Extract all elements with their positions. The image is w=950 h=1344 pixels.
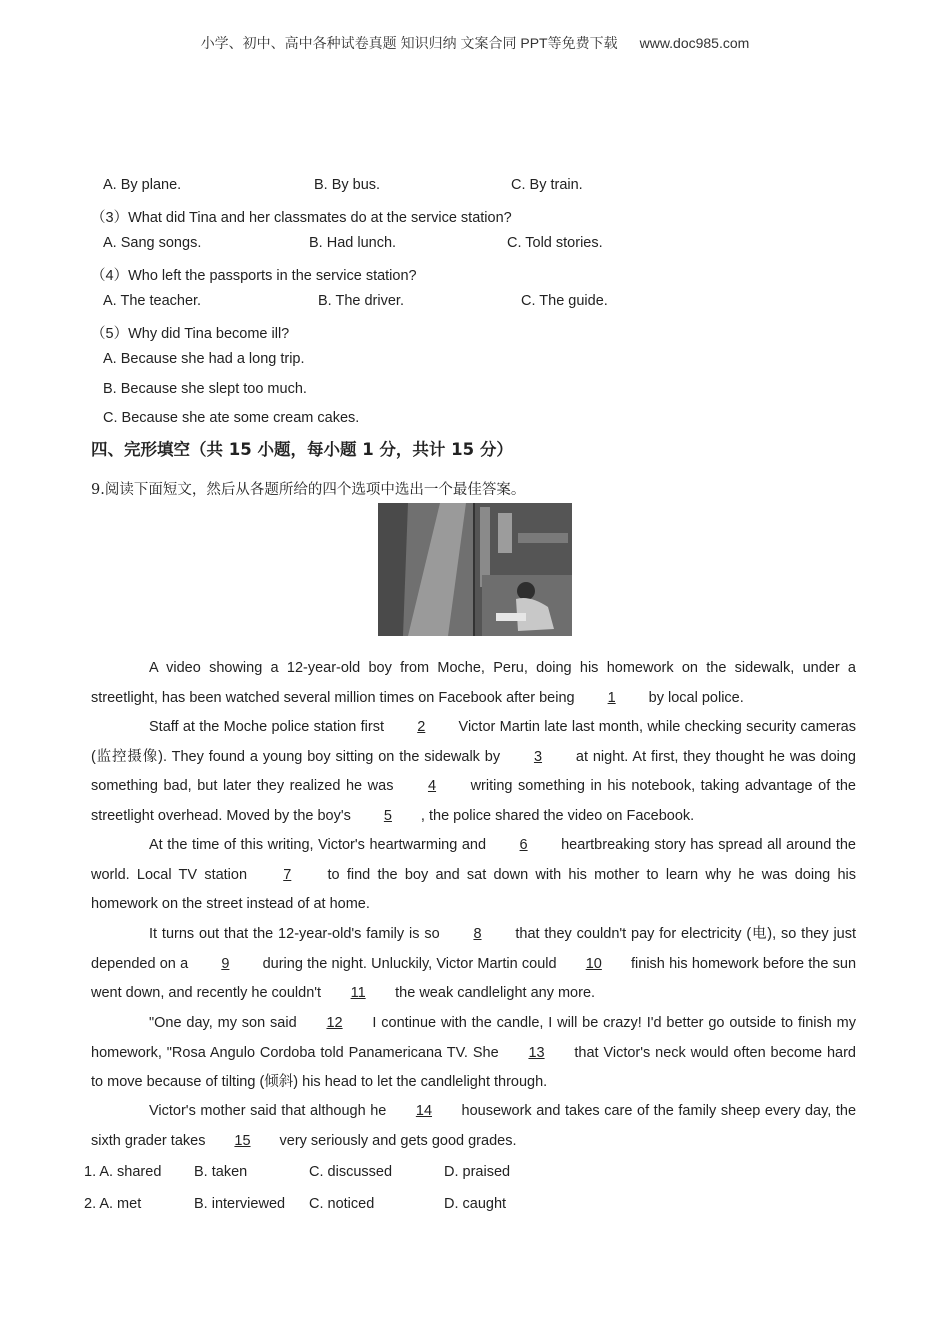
answer-1-option-c: C. discussed (309, 1164, 393, 1180)
blank-5[interactable]: 5 (383, 808, 392, 825)
q4-option-b: B. The driver. (318, 293, 404, 309)
blank-14[interactable]: 14 (415, 1103, 433, 1119)
passage-paragraph-2: Staff at the Moche police station first 2 Victor Martin late last month, while checking security cameras (监控摄像). They found a young boy sitting on the sidewalk by 3 at night. At first, they thought he was doing something bad, but later they realized he was 4 writing something in his notebook, taking advantage of the streetlight overhead. Moved by the boy's 5 , the police shared the video on Facebook. (91, 713, 856, 832)
passage-paragraph-1: A video showing a 12-year-old boy from Moche, Peru, doing his homework on the sidewalk, under a streetlight, has been watched several million times on Facebook after being 1 by local police. (91, 654, 856, 713)
blank-13[interactable]: 13 (528, 1044, 545, 1061)
blank-8[interactable]: 8 (473, 926, 482, 942)
header-url[interactable]: www.doc985.com (639, 35, 750, 51)
blank-3[interactable]: 3 (533, 748, 543, 765)
answer-1-option-b: B. taken (194, 1164, 248, 1180)
page-header (0, 33, 950, 53)
passage-paragraph-3: At the time of this writing, Victor's heartwarming and 6 heartbreaking story has spread all around the world. Local TV station 7 to find the boy and sat down with his mother to learn why he was doing his homework on the street instead of at home. (91, 831, 856, 920)
answer-2-option-c: C. noticed (309, 1196, 375, 1212)
q3-option-a: A. Sang songs. (103, 235, 202, 251)
blank-9[interactable]: 9 (221, 955, 230, 972)
q5-question: （5）Why did Tina become ill? (91, 326, 290, 342)
blank-12[interactable]: 12 (326, 1015, 343, 1031)
q5-option-c: C. Because she ate some cream cakes. (103, 410, 360, 426)
answer-2-option-b: B. interviewed (194, 1196, 286, 1212)
answer-2-option-d: D. caught (444, 1196, 507, 1212)
blank-2[interactable]: 2 (417, 719, 426, 735)
photo-illustration (378, 503, 572, 636)
q2-option-c: C. By train. (511, 177, 583, 193)
blank-7[interactable]: 7 (283, 866, 292, 883)
passage-paragraph-4: It turns out that the 12-year-old's family is so 8 that they couldn't pay for electricity (电), so they just depended on a 9 during the night. Unluckily, Victor Martin could 10 finish his homework before the sun went down, and recently he couldn't 11 the weak candlelight any more. (91, 920, 856, 1009)
answer-1-option-a: 1. A. shared (84, 1164, 162, 1180)
streetlight-photo (378, 503, 572, 636)
q2-option-a: A. By plane. (103, 177, 182, 193)
q5-option-a: A. Because she had a long trip. (103, 351, 305, 367)
blank-6[interactable]: 6 (519, 837, 528, 853)
answer-2-option-a: 2. A. met (84, 1196, 142, 1212)
blank-1[interactable]: 1 (607, 689, 616, 706)
passage-paragraph-6: Victor's mother said that although he 14 housework and takes care of the family sheep every day, the sixth grader takes 15 very seriously and gets good grades. (91, 1097, 856, 1156)
header-text: 小学、初中、高中各种试卷真题 知识归纳 文案合同 PPT等免费下载 (200, 35, 618, 51)
cloze-instructions: 9.阅读下面短文，然后从各题所给的四个选项中选出一个最佳答案。 (91, 482, 526, 498)
blank-11[interactable]: 11 (350, 985, 366, 1002)
q4-option-a: A. The teacher. (103, 293, 202, 309)
passage-paragraph-5: "One day, my son said 12 I continue with the candle, I will be crazy! I'd better go outside to finish my homework, "Rosa Angulo Cordoba told Panamericana TV. She 13 that Victor's neck would often become hard to move because of tilting (倾斜) his head to let the candlelight through. (91, 1009, 856, 1098)
answer-1-option-d: D. praised (444, 1164, 511, 1180)
blank-10[interactable]: 10 (585, 955, 602, 972)
section-title: 四、完形填空（共 15 小题，每小题 1 分，共计 15 分） (91, 440, 513, 459)
q4-option-c: C. The guide. (521, 293, 608, 309)
blank-15[interactable]: 15 (234, 1132, 251, 1149)
q3-question: （3）What did Tina and her classmates do at the service station? (91, 210, 512, 226)
q3-option-c: C. Told stories. (507, 235, 603, 251)
q3-option-b: B. Had lunch. (309, 235, 397, 251)
q4-question: （4）Who left the passports in the service station? (91, 268, 417, 284)
q5-option-b: B. Because she slept too much. (103, 381, 307, 397)
q2-option-b: B. By bus. (314, 177, 381, 193)
blank-4[interactable]: 4 (427, 778, 437, 795)
